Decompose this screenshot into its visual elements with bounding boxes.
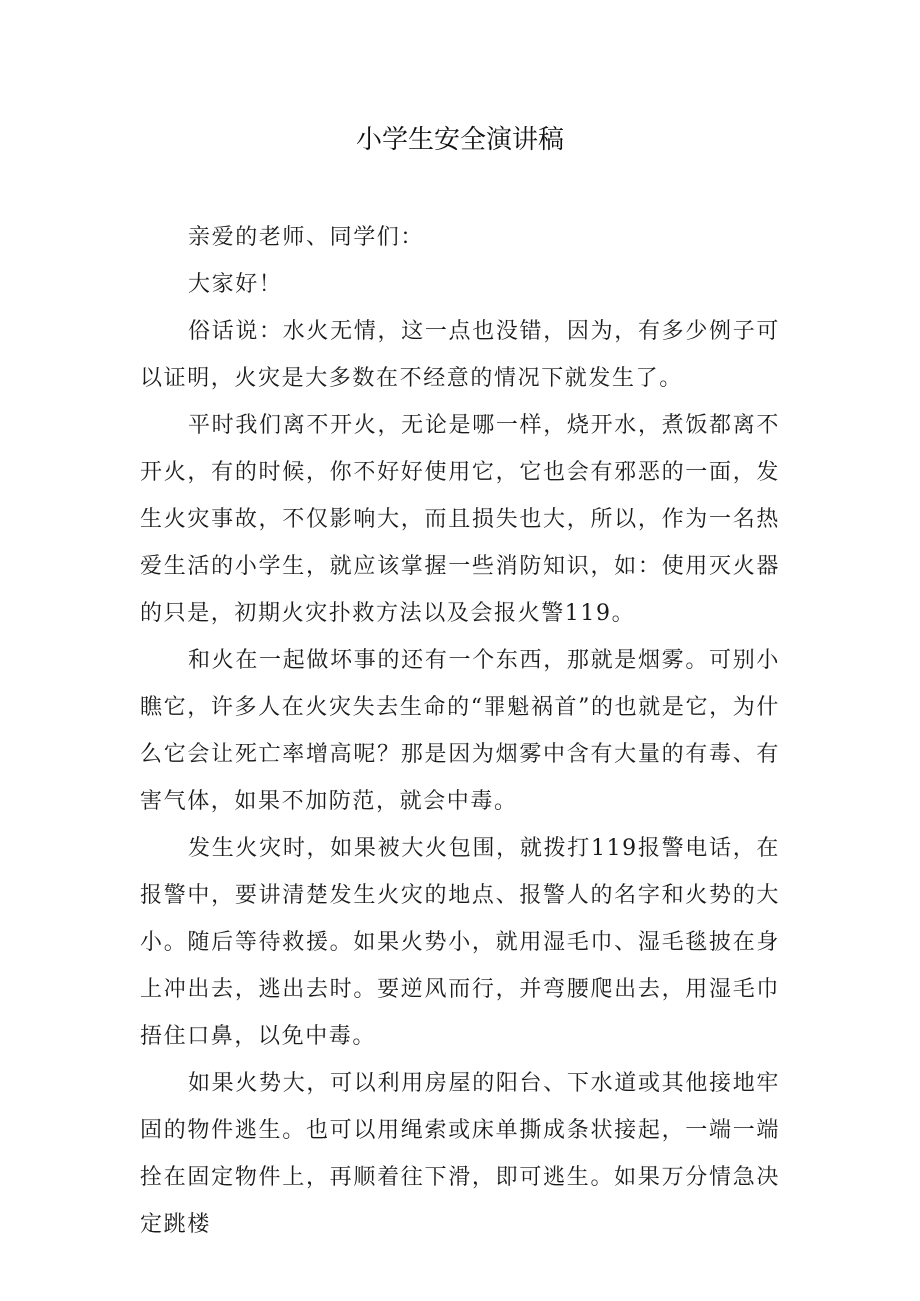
greeting-paragraph: 大家好！ (188, 272, 283, 297)
document-body (140, 214, 780, 1248)
salutation-paragraph: 亲爱的老师、同学们： (188, 225, 425, 250)
body-paragraph: 平时我们离不开火，无论是哪一样，烧开水，煮饭都离不开火，有的时候，你不好好使用它，它也会有邪恶的一面，发生火灾事故，不仅影响大，而且损失也大，所以，作为一名热爱生活的小学生，就应该掌握一些消防知识，如：使用灭火器的只是，初期火灾扑救方法以及会报火警119。 (140, 413, 780, 626)
body-paragraph: 如果火势大，可以利用房屋的阳台、下水道或其他接地牢固的物件逃生。也可以用绳索或床单撕成条状接起，一端一端拴在固定物件上，再顺着往下滑，即可逃生。如果万分情急决定跳楼 (140, 1071, 780, 1237)
body-paragraph: 发生火灾时，如果被大火包围，就拨打119报警电话，在报警中，要讲清楚发生火灾的地点、报警人的名字和火势的大小。随后等待救援。如果火势小，就用湿毛巾、湿毛毯披在身上冲出去，逃出去时。要逆风而行，并弯腰爬出去，用湿毛巾捂住口鼻，以免中毒。 (140, 836, 780, 1049)
body-paragraph: 和火在一起做坏事的还有一个东西，那就是烟雾。可别小瞧它，许多人在火灾失去生命的“罪魁祸首”的也就是它，为什么它会让死亡率增高呢？那是因为烟雾中含有大量的有毒、有害气体，如果不加防范，就会中毒。 (140, 648, 780, 814)
document-title: 小学生安全演讲稿 (355, 125, 564, 155)
body-paragraph: 俗话说：水火无情，这一点也没错，因为，有多少例子可以证明，火灾是大多数在不经意的情况下就发生了。 (140, 319, 780, 391)
